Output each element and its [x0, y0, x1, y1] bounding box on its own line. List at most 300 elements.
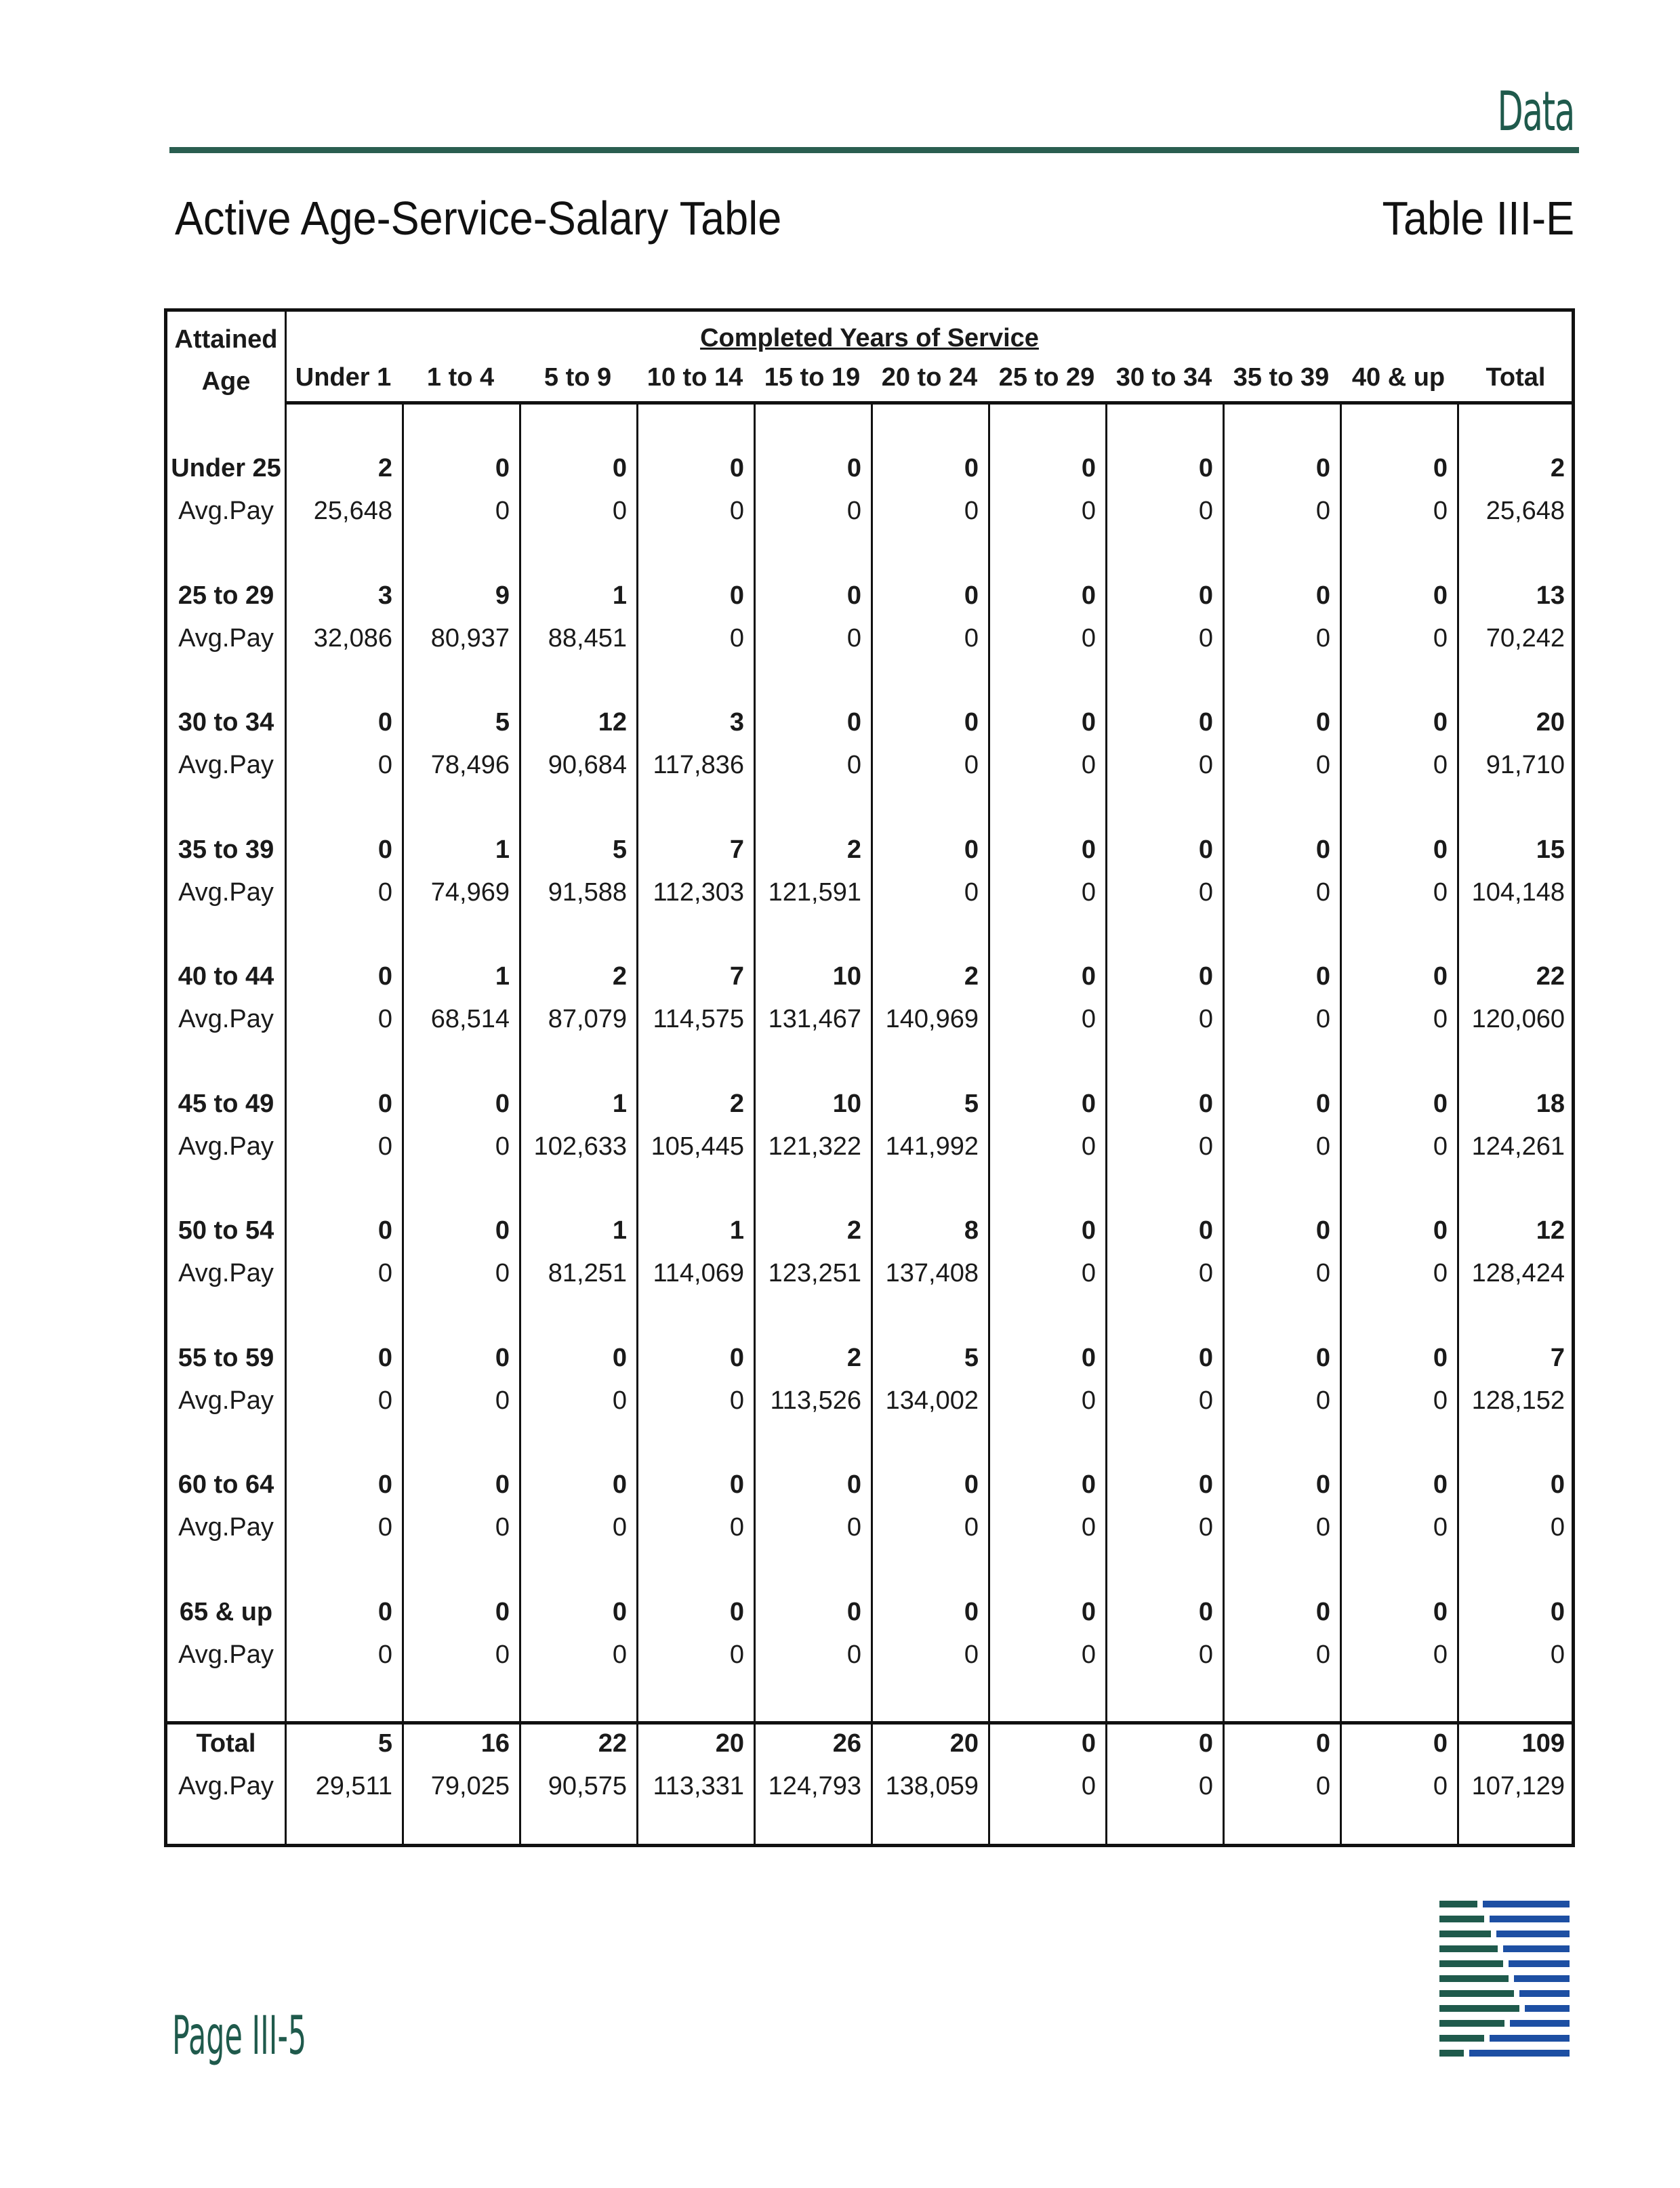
column-header: 40 & up: [1351, 363, 1446, 392]
count-cell: 0: [612, 454, 627, 482]
count-cell: 0: [1433, 835, 1448, 864]
avg-pay-cell: 0: [612, 497, 627, 525]
avg-pay-cell: 0: [846, 623, 861, 653]
avg-pay-cell: 0: [1433, 751, 1448, 779]
avg-pay-cell: 0: [612, 1640, 627, 1669]
column-divider: [871, 403, 873, 1844]
count-cell: 0: [1433, 1597, 1448, 1626]
row-age-label: 35 to 39: [178, 835, 274, 864]
avg-pay-label: Avg.Pay: [178, 1772, 274, 1800]
avg-pay-cell: 137,408: [885, 1259, 979, 1287]
avg-pay-cell: 0: [377, 1132, 392, 1161]
count-cell: 0: [495, 1216, 510, 1245]
row-age-label: 45 to 49: [178, 1089, 274, 1118]
avg-pay-cell: 0: [1081, 1772, 1096, 1800]
count-cell: 1: [495, 835, 510, 864]
count-cell: 0: [846, 581, 861, 610]
avg-pay-cell: 124,261: [1471, 1132, 1565, 1161]
avg-pay-label: Avg.Pay: [178, 751, 274, 779]
avg-pay-cell: 0: [1315, 1386, 1330, 1415]
count-cell: 0: [964, 1470, 979, 1499]
avg-pay-cell: 0: [1198, 878, 1213, 907]
avg-pay-cell: 0: [377, 1005, 392, 1033]
count-cell: 0: [1081, 454, 1096, 482]
count-cell: 0: [964, 835, 979, 864]
header-rule-line: [285, 401, 1572, 405]
count-cell: 0: [1198, 1729, 1213, 1758]
count-cell: 0: [1550, 1597, 1565, 1626]
avg-pay-label: Avg.Pay: [178, 1640, 274, 1669]
avg-pay-cell: 0: [1315, 497, 1330, 525]
count-cell: 5: [377, 1729, 392, 1758]
avg-pay-cell: 0: [1433, 497, 1448, 525]
count-cell: 0: [729, 1343, 744, 1372]
count-cell: 0: [1315, 1597, 1330, 1626]
avg-pay-label: Avg.Pay: [178, 1386, 274, 1415]
column-header: 35 to 39: [1233, 363, 1330, 392]
column-header: 1 to 4: [426, 363, 495, 392]
header-rule: [169, 147, 1579, 153]
count-cell: 0: [1433, 962, 1448, 991]
count-cell: 20: [949, 1729, 979, 1758]
avg-pay-cell: 0: [1433, 1513, 1448, 1542]
avg-pay-cell: 134,002: [885, 1386, 979, 1415]
avg-pay-cell: 0: [729, 1640, 744, 1669]
logo-stripe: [1439, 1960, 1503, 1967]
avg-pay-cell: 90,684: [548, 751, 627, 779]
count-cell: 0: [1081, 1597, 1096, 1626]
avg-pay-cell: 88,451: [548, 623, 627, 653]
avg-pay-cell: 120,060: [1471, 1005, 1565, 1033]
count-cell: 0: [1198, 1216, 1213, 1245]
avg-pay-label: Avg.Pay: [178, 1132, 274, 1161]
avg-pay-cell: 0: [612, 1513, 627, 1542]
avg-pay-label: Avg.Pay: [178, 497, 274, 525]
column-header: 20 to 24: [881, 363, 978, 392]
count-cell: 20: [1536, 708, 1565, 737]
avg-pay-cell: 0: [1198, 1772, 1213, 1800]
count-cell: 0: [1198, 835, 1213, 864]
count-cell: 20: [715, 1729, 744, 1758]
count-cell: 0: [377, 1597, 392, 1626]
count-cell: 0: [846, 1470, 861, 1499]
count-cell: 0: [1198, 1089, 1213, 1118]
avg-pay-cell: 0: [1315, 1132, 1330, 1161]
row-age-label: 50 to 54: [178, 1216, 274, 1245]
avg-pay-cell: 0: [1198, 1259, 1213, 1287]
count-cell: 0: [729, 454, 744, 482]
count-cell: 0: [1081, 835, 1096, 864]
avg-pay-cell: 0: [1081, 878, 1096, 907]
avg-pay-cell: 74,969: [430, 878, 510, 907]
count-cell: 0: [377, 1089, 392, 1118]
avg-pay-cell: 0: [1198, 1132, 1213, 1161]
count-cell: 7: [1550, 1343, 1565, 1372]
row-header-label: Attained: [174, 325, 278, 354]
count-cell: 1: [729, 1216, 744, 1245]
avg-pay-cell: 0: [495, 1640, 510, 1669]
avg-pay-cell: 131,467: [768, 1005, 861, 1033]
count-cell: 10: [832, 962, 861, 991]
count-cell: 5: [964, 1089, 979, 1118]
avg-pay-cell: 0: [377, 1386, 392, 1415]
total-age-label: Total: [196, 1729, 256, 1758]
count-cell: 0: [1198, 1470, 1213, 1499]
avg-pay-cell: 91,588: [548, 878, 627, 907]
count-cell: 0: [495, 1343, 510, 1372]
avg-pay-cell: 25,648: [1486, 497, 1565, 525]
avg-pay-cell: 0: [1315, 623, 1330, 653]
count-cell: 10: [832, 1089, 861, 1118]
avg-pay-cell: 0: [495, 1132, 510, 1161]
avg-pay-cell: 0: [1081, 1513, 1096, 1542]
avg-pay-cell: 0: [1081, 751, 1096, 779]
logo-stripe: [1490, 1916, 1570, 1922]
logo-stripe: [1490, 2035, 1570, 2042]
count-cell: 0: [1081, 1470, 1096, 1499]
count-cell: 0: [377, 1470, 392, 1499]
count-cell: 0: [377, 1216, 392, 1245]
logo-stripe: [1519, 1990, 1570, 1997]
count-cell: 1: [495, 962, 510, 991]
count-cell: 0: [729, 1470, 744, 1499]
avg-pay-cell: 79,025: [430, 1772, 510, 1800]
avg-pay-cell: 25,648: [313, 497, 392, 525]
avg-pay-cell: 0: [377, 751, 392, 779]
age-column-divider: [285, 312, 287, 1844]
avg-pay-cell: 113,526: [770, 1386, 861, 1415]
column-divider: [988, 403, 990, 1844]
count-cell: 16: [480, 1729, 510, 1758]
count-cell: 2: [846, 835, 861, 864]
avg-pay-cell: 140,969: [885, 1005, 979, 1033]
avg-pay-cell: 0: [377, 878, 392, 907]
logo-stripe: [1439, 1931, 1491, 1937]
avg-pay-cell: 123,251: [768, 1259, 861, 1287]
avg-pay-cell: 102,633: [533, 1132, 627, 1161]
avg-pay-cell: 0: [964, 497, 979, 525]
logo-stripe: [1525, 2005, 1570, 2012]
avg-pay-cell: 121,322: [768, 1132, 861, 1161]
avg-pay-cell: 0: [612, 1386, 627, 1415]
count-cell: 5: [612, 835, 627, 864]
count-cell: 0: [1433, 1343, 1448, 1372]
logo-stripe: [1469, 2050, 1570, 2057]
column-divider: [402, 403, 404, 1844]
avg-pay-cell: 0: [1315, 1005, 1330, 1033]
avg-pay-cell: 0: [495, 1386, 510, 1415]
row-header-label: Age: [201, 367, 251, 396]
column-header: Total: [1486, 363, 1546, 392]
count-cell: 0: [964, 581, 979, 610]
logo-stripe: [1503, 1945, 1570, 1952]
count-cell: 1: [612, 581, 627, 610]
logo-stripe: [1439, 1990, 1514, 1997]
count-cell: 9: [495, 581, 510, 610]
count-cell: 0: [1198, 962, 1213, 991]
avg-pay-cell: 0: [846, 1640, 861, 1669]
avg-pay-cell: 0: [1550, 1513, 1565, 1542]
count-cell: 0: [1433, 454, 1448, 482]
avg-pay-cell: 0: [1315, 1772, 1330, 1800]
count-cell: 0: [1315, 1216, 1330, 1245]
avg-pay-cell: 32,086: [313, 623, 392, 653]
count-cell: 2: [964, 962, 979, 991]
avg-pay-cell: 138,059: [885, 1772, 979, 1800]
avg-pay-cell: 70,242: [1486, 623, 1565, 653]
logo-stripe: [1439, 1945, 1498, 1952]
count-cell: 13: [1536, 581, 1565, 610]
count-cell: 0: [1315, 581, 1330, 610]
row-age-label: 55 to 59: [178, 1343, 274, 1372]
avg-pay-cell: 0: [1081, 1259, 1096, 1287]
count-cell: 0: [1315, 1729, 1330, 1758]
avg-pay-cell: 0: [964, 1640, 979, 1669]
row-age-label: 65 & up: [179, 1597, 273, 1626]
avg-pay-cell: 114,069: [653, 1259, 744, 1287]
column-divider: [754, 403, 756, 1844]
avg-pay-cell: 29,511: [315, 1772, 392, 1800]
count-cell: 12: [598, 708, 627, 737]
column-divider: [519, 403, 521, 1844]
count-cell: 2: [846, 1216, 861, 1245]
count-cell: 2: [846, 1343, 861, 1372]
avg-pay-cell: 0: [1315, 878, 1330, 907]
column-header: 5 to 9: [544, 363, 612, 392]
avg-pay-cell: 0: [964, 1513, 979, 1542]
count-cell: 3: [377, 581, 392, 610]
avg-pay-cell: 141,992: [885, 1132, 979, 1161]
count-cell: 0: [1315, 1089, 1330, 1118]
avg-pay-cell: 0: [846, 497, 861, 525]
count-cell: 0: [495, 1089, 510, 1118]
count-cell: 5: [495, 708, 510, 737]
column-header: Under 1: [295, 363, 392, 392]
avg-pay-cell: 0: [1315, 1259, 1330, 1287]
avg-pay-cell: 0: [1198, 1386, 1213, 1415]
row-age-label: Under 25: [171, 454, 281, 482]
count-cell: 22: [598, 1729, 627, 1758]
row-age-label: 40 to 44: [178, 962, 274, 991]
avg-pay-cell: 91,710: [1486, 751, 1565, 779]
avg-pay-cell: 105,445: [651, 1132, 744, 1161]
avg-pay-label: Avg.Pay: [178, 878, 274, 907]
avg-pay-cell: 114,575: [653, 1005, 744, 1033]
avg-pay-label: Avg.Pay: [178, 1513, 274, 1542]
avg-pay-cell: 68,514: [430, 1005, 510, 1033]
avg-pay-cell: 0: [1198, 1513, 1213, 1542]
avg-pay-cell: 0: [729, 497, 744, 525]
logo-stripe: [1439, 2005, 1519, 2012]
avg-pay-label: Avg.Pay: [178, 623, 274, 653]
column-divider: [1223, 403, 1225, 1844]
avg-pay-cell: 0: [1081, 1386, 1096, 1415]
avg-pay-cell: 0: [1433, 1386, 1448, 1415]
count-cell: 0: [1433, 1729, 1448, 1758]
count-cell: 0: [729, 1597, 744, 1626]
count-cell: 0: [377, 835, 392, 864]
count-cell: 0: [1198, 1343, 1213, 1372]
section-tag: Data: [1497, 80, 1574, 143]
count-cell: 2: [1550, 454, 1565, 482]
avg-pay-cell: 117,836: [653, 751, 744, 779]
count-cell: 0: [964, 454, 979, 482]
count-cell: 0: [1081, 962, 1096, 991]
logo-stripe: [1510, 2020, 1570, 2027]
avg-pay-cell: 0: [495, 497, 510, 525]
count-cell: 0: [1315, 962, 1330, 991]
avg-pay-cell: 0: [377, 1640, 392, 1669]
count-cell: 0: [846, 708, 861, 737]
avg-pay-cell: 107,129: [1471, 1772, 1565, 1800]
count-cell: 7: [729, 962, 744, 991]
count-cell: 0: [1315, 708, 1330, 737]
row-age-label: 25 to 29: [178, 581, 274, 610]
page-title: Active Age-Service-Salary Table: [175, 192, 782, 245]
avg-pay-cell: 0: [846, 751, 861, 779]
column-divider: [1457, 403, 1459, 1844]
column-divider: [1340, 403, 1342, 1844]
count-cell: 8: [964, 1216, 979, 1245]
age-service-salary-table: [164, 308, 1575, 1847]
column-header: 30 to 34: [1115, 363, 1212, 392]
logo-stripe: [1483, 1901, 1570, 1907]
avg-pay-cell: 0: [729, 623, 744, 653]
count-cell: 5: [964, 1343, 979, 1372]
avg-pay-cell: 0: [1315, 751, 1330, 779]
count-cell: 22: [1536, 962, 1565, 991]
avg-pay-cell: 0: [846, 1513, 861, 1542]
count-cell: 3: [729, 708, 744, 737]
count-cell: 0: [1081, 1729, 1096, 1758]
count-cell: 0: [1433, 1089, 1448, 1118]
company-logo-icon: [1439, 1901, 1570, 2067]
count-cell: 2: [377, 454, 392, 482]
avg-pay-cell: 121,591: [768, 878, 861, 907]
count-cell: 0: [1198, 1597, 1213, 1626]
avg-pay-cell: 78,496: [430, 751, 510, 779]
avg-pay-cell: 104,148: [1471, 878, 1565, 907]
count-cell: 0: [495, 1470, 510, 1499]
avg-pay-cell: 0: [1433, 623, 1448, 653]
avg-pay-cell: 124,793: [768, 1772, 861, 1800]
count-cell: 2: [729, 1089, 744, 1118]
count-cell: 12: [1536, 1216, 1565, 1245]
avg-pay-label: Avg.Pay: [178, 1005, 274, 1033]
column-header: 25 to 29: [998, 363, 1095, 392]
avg-pay-cell: 0: [729, 1386, 744, 1415]
avg-pay-cell: 0: [1198, 751, 1213, 779]
count-cell: 0: [964, 1597, 979, 1626]
avg-pay-cell: 0: [1198, 623, 1213, 653]
avg-pay-cell: 0: [495, 1259, 510, 1287]
count-cell: 7: [729, 835, 744, 864]
count-cell: 0: [1198, 454, 1213, 482]
count-cell: 0: [1081, 1216, 1096, 1245]
logo-stripe: [1439, 1975, 1509, 1982]
count-cell: 0: [612, 1597, 627, 1626]
count-cell: 1: [612, 1089, 627, 1118]
count-cell: 0: [377, 962, 392, 991]
avg-pay-cell: 0: [1550, 1640, 1565, 1669]
avg-pay-cell: 90,575: [548, 1772, 627, 1800]
avg-pay-cell: 0: [1198, 1005, 1213, 1033]
logo-stripe: [1439, 2035, 1484, 2042]
avg-pay-cell: 0: [1081, 1132, 1096, 1161]
avg-pay-cell: 0: [1315, 1640, 1330, 1669]
avg-pay-cell: 0: [1433, 1132, 1448, 1161]
count-cell: 0: [1315, 1343, 1330, 1372]
group-header: Completed Years of Service: [700, 324, 1039, 352]
avg-pay-cell: 0: [495, 1513, 510, 1542]
logo-stripe: [1439, 2020, 1504, 2027]
count-cell: 0: [1550, 1470, 1565, 1499]
avg-pay-cell: 0: [1081, 623, 1096, 653]
count-cell: 0: [1433, 1470, 1448, 1499]
logo-stripe: [1439, 1901, 1477, 1907]
avg-pay-cell: 0: [1315, 1513, 1330, 1542]
row-age-label: 60 to 64: [178, 1470, 274, 1499]
count-cell: 18: [1536, 1089, 1565, 1118]
count-cell: 0: [729, 581, 744, 610]
column-header: 15 to 19: [764, 363, 861, 392]
count-cell: 0: [846, 1597, 861, 1626]
avg-pay-cell: 87,079: [548, 1005, 627, 1033]
logo-stripe: [1439, 1916, 1484, 1922]
count-cell: 0: [1198, 708, 1213, 737]
count-cell: 0: [612, 1343, 627, 1372]
count-cell: 0: [846, 454, 861, 482]
avg-pay-cell: 0: [964, 623, 979, 653]
count-cell: 0: [1315, 1470, 1330, 1499]
avg-pay-cell: 0: [1081, 1005, 1096, 1033]
avg-pay-cell: 0: [1433, 878, 1448, 907]
count-cell: 0: [1433, 581, 1448, 610]
avg-pay-cell: 0: [964, 751, 979, 779]
avg-pay-cell: 128,424: [1471, 1259, 1565, 1287]
count-cell: 0: [1433, 1216, 1448, 1245]
count-cell: 0: [1081, 708, 1096, 737]
avg-pay-cell: 0: [1433, 1005, 1448, 1033]
count-cell: 0: [964, 708, 979, 737]
logo-stripe: [1496, 1931, 1570, 1937]
avg-pay-cell: 0: [377, 1513, 392, 1542]
avg-pay-cell: 113,331: [653, 1772, 744, 1800]
count-cell: 1: [612, 1216, 627, 1245]
avg-pay-cell: 0: [729, 1513, 744, 1542]
row-age-label: 30 to 34: [178, 708, 274, 737]
count-cell: 0: [377, 708, 392, 737]
avg-pay-cell: 0: [964, 878, 979, 907]
count-cell: 0: [1433, 708, 1448, 737]
avg-pay-cell: 0: [1081, 1640, 1096, 1669]
avg-pay-cell: 128,152: [1471, 1386, 1565, 1415]
count-cell: 109: [1521, 1729, 1565, 1758]
count-cell: 15: [1536, 835, 1565, 864]
avg-pay-label: Avg.Pay: [178, 1259, 274, 1287]
count-cell: 26: [832, 1729, 861, 1758]
count-cell: 0: [377, 1343, 392, 1372]
avg-pay-cell: 112,303: [653, 878, 744, 907]
count-cell: 2: [612, 962, 627, 991]
count-cell: 0: [1315, 835, 1330, 864]
count-cell: 0: [1081, 581, 1096, 610]
logo-stripe: [1514, 1975, 1570, 1982]
avg-pay-cell: 81,251: [548, 1259, 627, 1287]
count-cell: 0: [1081, 1343, 1096, 1372]
table-id: Table III-E: [1382, 192, 1574, 245]
avg-pay-cell: 0: [1433, 1640, 1448, 1669]
